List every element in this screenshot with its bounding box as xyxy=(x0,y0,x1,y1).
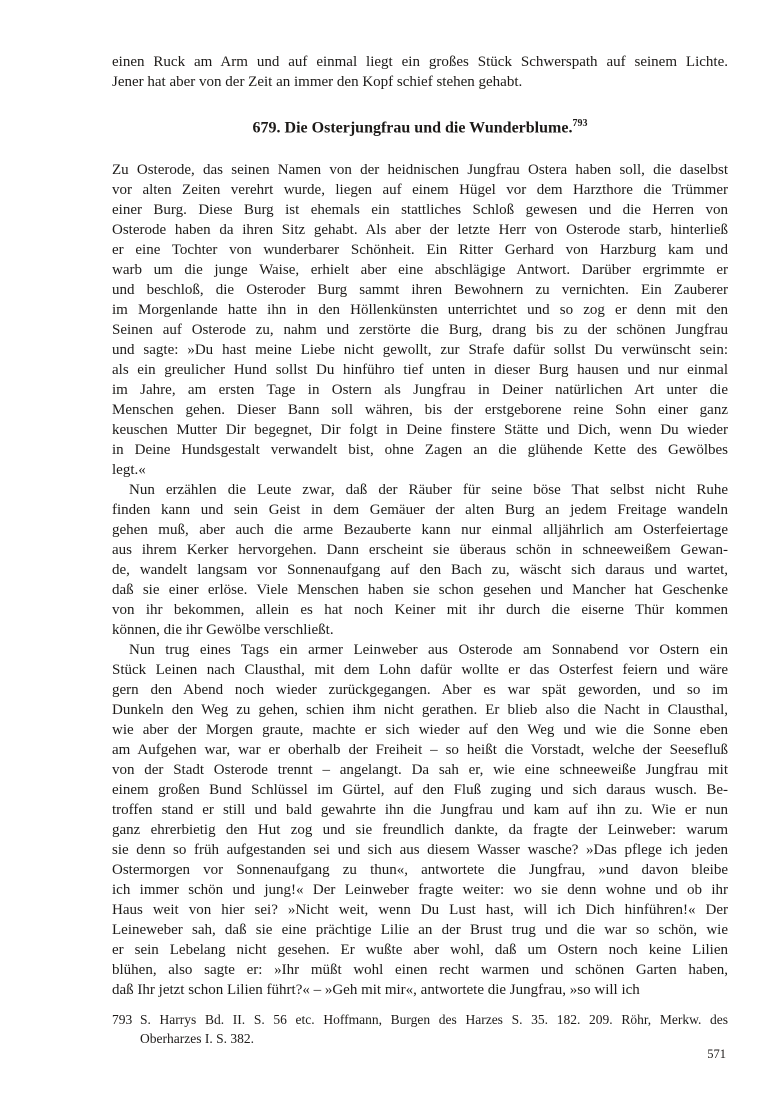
text-line: sie denn so früh aufgestanden sei und sich aus diesem Wasser wasche? »Das pflege ich jeden xyxy=(112,842,728,859)
text-line: warb um die junge Waise, erhielt aber eine abschlägige Antwort. Darüber ergrimmte er xyxy=(112,262,728,279)
story-paragraph xyxy=(112,640,728,1000)
text-line: einen Ruck am Arm und auf einmal liegt ein großes Stück Schwerspath auf seinem Lichte. xyxy=(112,54,728,70)
text-line: vor alten Zeiten verehrt wurde, liegen auf einem Hügel vor dem Harzthore die Trümmer xyxy=(112,182,728,199)
text-column xyxy=(112,52,728,1048)
text-line: keuschen Mutter Dir begegnet, Dir folgt in Deine finstere Stätte und Dich, wenn Du wieder xyxy=(112,422,728,439)
footnote xyxy=(112,1010,728,1048)
text-line: gehen muß, aber auch die arme Bezauberte kann nur einmal alljährlich am Osterfeiertage xyxy=(112,522,728,539)
story-heading xyxy=(112,114,728,138)
story-paragraph xyxy=(112,480,728,640)
story-title: 679. Die Osterjungfrau und die Wunderblume. xyxy=(252,119,573,137)
previous-story-ending xyxy=(112,52,728,92)
text-line: einem großen Bund Schlüssel im Gürtel, auf den Fluß zuging und sich daraus wusch. Be- xyxy=(112,782,728,799)
text-line: daß sie einer erlöse. Viele Menschen haben sie schon gesehen und Mancher hat Geschenke xyxy=(112,582,728,599)
text-line: am Aufgehen war, war er oberhalb der Freiheit – so heißt die Vorstadt, welche der Seesefluß xyxy=(112,742,728,759)
footnote-number: 793 xyxy=(112,1012,133,1028)
text-line: er sein Lebelang nicht gesehen. Er wußte aber wohl, daß um Ostern noch keine Lilien xyxy=(112,942,728,959)
text-line: Haus weit von hier sei? »Nicht weit, wenn Du Lust hast, will ich Dich hinführen!« Der xyxy=(112,902,728,919)
footnote-reference: 793 xyxy=(572,118,588,129)
text-line: Menschen gehen. Dieser Bann soll währen, bis der erstgeborene reine Sohn einer ganz xyxy=(112,402,728,419)
text-line: ich immer schön und jung!« Der Leinweber fragte weiter: wo sie denn wohne und ob ihr xyxy=(112,882,728,899)
footnote-text xyxy=(140,1010,728,1048)
text-line: Jener hat aber von der Zeit an immer den Kopf schief stehen gehabt. xyxy=(112,74,523,90)
page-number: 571 xyxy=(707,1047,726,1061)
story-text xyxy=(112,160,728,1000)
text-line: Zu Osterode, das seinen Namen von der heidnischen Jungfrau Ostera haben soll, die daselbst xyxy=(112,162,728,179)
text-line: daß Ihr jetzt schon Lilien führt?« – »Geh mit mir«, antwortete die Jungfrau, »so will ich xyxy=(112,982,640,999)
text-line: als ein greulicher Hund sollst Du hinführo tief unten in dieser Burg hausen und nur einmal xyxy=(112,362,728,379)
text-line: wie aber der Morgen graute, machte er sich wieder auf den Weg und wie die Sonne eben xyxy=(112,722,728,739)
text-line: finden kann und sein Geist in dem Gemäuer der alten Burg an jedem Freitage wandeln xyxy=(112,502,728,519)
text-line: er eine Tochter von wunderbarer Schönheit. Ein Ritter Gerhard von Harzburg kam und xyxy=(112,242,728,259)
text-line: in Deine Hundsgestalt verwandelt bist, ohne Zagen an die glühende Kette des Gewölbes xyxy=(112,442,728,459)
text-line: Osterode haben da ihren Sitz gehabt. Als aber der letzte Herr von Osterode starb, hinterließ xyxy=(112,222,728,239)
text-line: legt.« xyxy=(112,462,146,479)
text-line: Leineweber sah, daß sie eine prächtige Lilie an der Brust trug und die war so schön, wie xyxy=(112,922,728,939)
text-line: de, wandelt langsam vor Sonnenaufgang auf den Bach zu, wäscht sich daraus und wartet, xyxy=(112,562,728,579)
footnote-line: Oberharzes I. S. 382. xyxy=(140,1031,254,1047)
footnote-line: S. Harrys Bd. II. S. 56 etc. Hoffmann, Burgen des Harzes S. 35. 182. 209. Röhr, Merkw. des xyxy=(140,1012,728,1028)
text-line: und beschloß, die Osteroder Burg sammt ihren Bewohnern zu vernichten. Ein Zauberer xyxy=(112,282,728,299)
text-line: im Jahre, am ersten Tage in Ostern als Jungfrau in Deiner natürlichen Art unter die xyxy=(112,382,728,399)
text-line: von ihr bekommen, allein es hat noch Keiner mit ihr durch die eiserne Thür kommen xyxy=(112,602,728,619)
story-paragraph xyxy=(112,160,728,480)
text-line: gern den Abend noch wieder zurückgegangen. Aber es war spät geworden, und so im xyxy=(112,682,728,699)
text-line: im Morgenlande hatte ihn in den Höllenkünsten unterrichtet und so zog er denn mit den xyxy=(112,302,728,319)
text-line: von der Stadt Osterode trennt – angelangt. Da sah er, wie eine schneeweiße Jungfrau mit xyxy=(112,762,728,779)
text-line: blühen, also sagte er: »Ihr müßt wohl einen recht warmen und schönen Garten haben, xyxy=(112,962,728,979)
text-line: ganz ehrerbietig den Hut zog und sie freundlich dankte, da fragte der Leinweber: warum xyxy=(112,822,728,839)
text-line: Ostermorgen vor Sonnenaufgang zu thun«, antwortete die Jungfrau, »und davon bleibe xyxy=(112,862,728,879)
text-line: Seinen auf Osterode zu, nahm und zerstörte die Burg, drang bis zu der schönen Jungfrau xyxy=(112,322,728,339)
text-line: Nun trug eines Tags ein armer Leinweber aus Osterode am Sonnabend vor Ostern ein xyxy=(129,642,728,659)
text-line: und sagte: »Du hast meine Liebe nicht gewollt, zur Strafe dafür sollst Du verwünscht sein: xyxy=(112,342,728,359)
text-line: Stück Leinen nach Clausthal, mit dem Lohn dafür wollte er das Osterfest feiern und wäre xyxy=(112,662,728,679)
text-line: Dunkeln den Weg zu gehen, schien ihm nicht gerathen. Er blieb also die Nacht in Clausthal, xyxy=(112,702,728,719)
text-line: Nun erzählen die Leute zwar, daß der Räuber für seine böse That selbst nicht Ruhe xyxy=(129,482,728,499)
text-line: aus ihrem Kerker hervorgehen. Dann erscheint sie überaus schön in schneeweißem Gewan- xyxy=(112,542,728,559)
text-line: troffen stand er still und bald gewahrte ihn die Jungfrau und kam auf ihn zu. Wie er nun xyxy=(112,802,728,819)
text-line: können, die ihr Gewölbe verschließt. xyxy=(112,622,334,639)
text-line: einer Burg. Diese Burg ist ehemals ein stattliches Schloß gewesen und die Herren von xyxy=(112,202,728,219)
